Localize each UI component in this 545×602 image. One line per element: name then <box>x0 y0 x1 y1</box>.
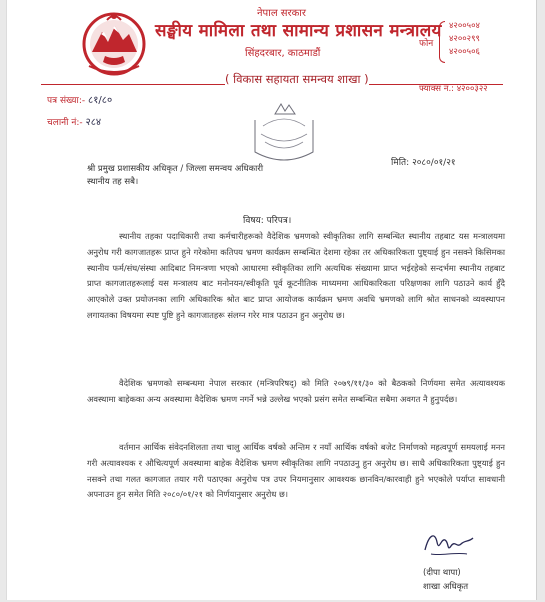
addressee-line: स्थानीय तह सबै। <box>87 177 139 187</box>
phone-number: ४२००५०४ <box>449 21 480 31</box>
phone-number: ४२००५०६ <box>449 47 480 57</box>
letter-date: मिति: २०८०/०१/२१ <box>391 158 456 168</box>
addressee-block <box>87 163 263 189</box>
nepal-government-emblem-icon <box>77 6 151 78</box>
signer-title: शाखा अधिकृत <box>423 582 469 592</box>
letter-subject: विषय: परिपत्र। <box>243 216 292 226</box>
phone-label: फोन <box>419 39 434 49</box>
dispatch-number: चलानी नं:- २८४ <box>47 117 102 128</box>
body-paragraph-3: वर्तमान आर्थिक संवेदनशिलता तथा चालु आर्थिक वर्षको अन्तिम र नयाँ आर्थिक वर्षको बजेट निर्माणको महत्वपूर्ण समयलाई मनन गरी अत्यावश्यक र औचित्यपूर्ण अवस्थामा बाहेक वैदेशिक भ्रमण स्वीकृतिका लागि नपठाउनु हुन अनुरोध छ। साथै अधिकारिकता पुष्ट्याई हुन नसक्ने तथा गलत कागजात तयार गरी पठाएका अनुरोध पत्र उपर नियमानुसार आवश्यक छानविन/कारवाही हुने भएकोले पर्याप्त सावधानी अपनाउन हुन समेत मिति २०८०/०१/२१ को निर्णयानुसार अनुरोध छ। <box>87 442 505 500</box>
addressee-line: श्री प्रमुख प्रशासकीय अधिकृत / जिल्ला समन्वय अधिकारी <box>87 164 264 174</box>
branch-name: ( विकास सहायता समन्वय शाखा ) <box>225 72 369 86</box>
letter-page <box>6 0 537 600</box>
signature-icon <box>421 528 477 560</box>
phone-number: ४२००२९९ <box>449 34 480 44</box>
fax-number: फ्याक्स नं.: ४२००३२२ <box>419 84 488 94</box>
phone-numbers <box>449 20 480 59</box>
letter-number: पत्र संख्या:- ८१/८० <box>47 95 113 106</box>
phone-brace <box>439 21 445 63</box>
ministry-name: सङ्घीय मामिला तथा सामान्य प्रशासन मन्त्रालय <box>155 21 442 41</box>
government-name: नेपाल सरकार <box>257 8 306 19</box>
signer-name: (दीपा थापा) <box>423 568 461 578</box>
body-paragraph-1: स्थानीय तहका पदाधिकारी तथा कर्मचारीहरूको वैदेशिक भ्रमणको स्वीकृतिका लागि सम्बन्धित स्थानीय तहबाट यस मन्त्रालयमा अनुरोध गरी कागजातहरू प्राप्त हुने गरेकोमा कतिपय भ्रमण कार्यक्रम सम्बन्धित देशमा रहेका तर अधिकारिकता पुष्ट्याई हुन नसक्ने किसिमका स्थानीय फर्म/संघ/संस्था आदिबाट निमन्त्रणा भएको आधारमा स्वीकृतिका लागि अत्यधिक संख्यामा प्राप्त भईरहेको सन्दर्भमा स्थानीय तहबाट प्राप्त कागजातहरूलाई यस मन्त्रालय बाट मनोनयन/स्वीकृति पूर्व कूटनीतिक माध्यममा आधिकारिकता परिक्षणका लागि पठाउने कार्य हुँदै आएकोले उक्त प्रयोजनका लागि अधिकारिक श्रोत बाट प्राप्त आयोजक कार्यक्रम भ्रमण अवधि भ्रमणको लागि श्रोत साधनको व्यवस्थापन लगायतका विषयमा स्पष्ट पुष्टि हुने कागजातहरू संलग्न गरेर मात्र पठाउन हुन अनुरोध छ। <box>87 231 505 320</box>
ministry-address: सिंहदरबार, काठमाडौं <box>245 48 321 59</box>
body-paragraph-2: वैदेशिक भ्रमणको सम्बन्धमा नेपाल सरकार (मन्त्रिपरिषद्) को मिति २०७९/११/३० को बैठकको निर्णयमा समेत अत्यावश्यक अवस्थामा बाहेकका अन्य अवस्थामा वैदेशिक भ्रमण नगर्ने भन्ने उल्लेख भएको प्रसंग समेत सम्बन्धित सबैमा अवगत नै हुनुपर्दछ। <box>87 378 505 404</box>
signer-block <box>423 566 468 594</box>
